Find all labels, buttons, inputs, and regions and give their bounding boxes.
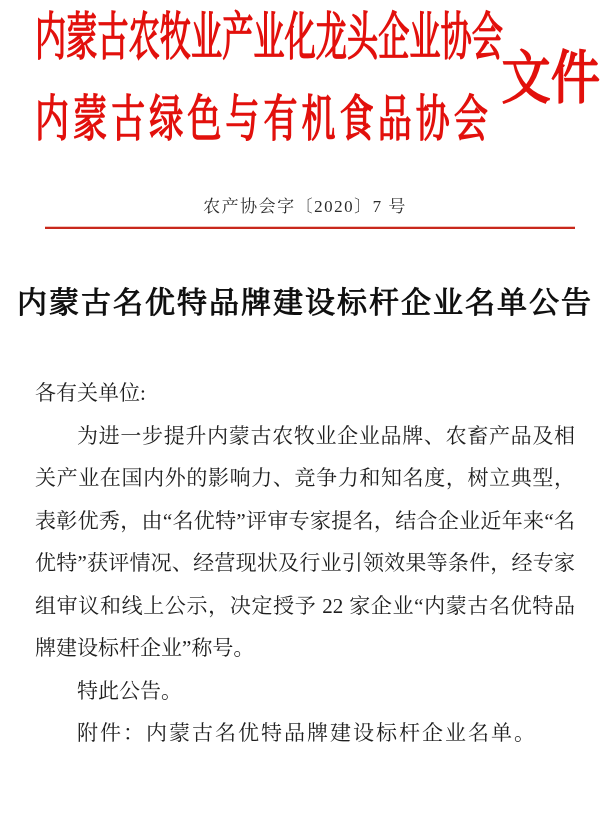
org-name-line1: 内蒙古农牧业产业化龙头企业协会 <box>35 10 504 67</box>
main-paragraph: 为进一步提升内蒙古农牧业企业品牌、农畜产品及相关产业在国内外的影响力、竞争力和知名度，树立典型，表彰优秀，由“名优特”评审专家提名，结合企业近年来“名优特”获评情况、经营现状及行业引领效果等条件，经专家组审议和线上公示，决定授予 22 家企业“内蒙古名优特品牌建设标杆企业”称号。 <box>35 423 575 660</box>
document-body <box>35 372 575 755</box>
org-name-line2: 内蒙古绿色与有机食品协会 <box>35 91 492 147</box>
attachment-line: 附件：内蒙古名优特品牌建设标杆企业名单。 <box>77 721 537 745</box>
salutation-line: 各有关单位: <box>35 381 146 405</box>
document-number: 农产协会字〔2020〕7 号 <box>203 197 407 216</box>
closing-line: 特此公告。 <box>77 678 182 703</box>
announcement-title: 内蒙古名优特品牌建设标杆企业名单公告 <box>17 287 593 320</box>
red-divider-line <box>45 227 575 229</box>
document-type-label: 文件 <box>501 46 600 111</box>
